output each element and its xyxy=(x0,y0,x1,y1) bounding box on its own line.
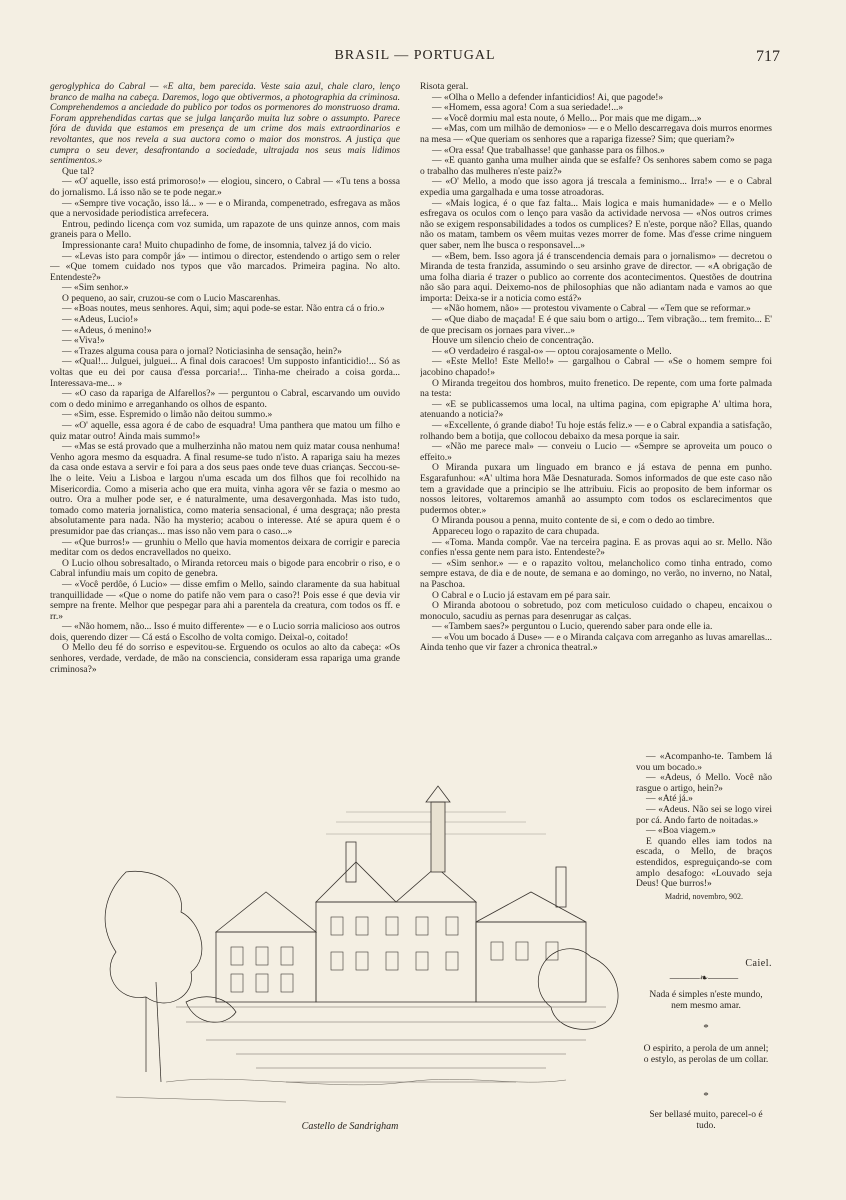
paragraph: O Miranda puxara um linguado em branco e já estava de penna em punho. Esgarafunhou: «A' ultima hora Mãe Desnaturada. Somos informados de que este caso não tem a gravidade que a principio se lhe attribuiu. Ficis ao proposito de bem informar os nossos leitores, voltaremos amanhã ao assumpto com todos os esclarecimentos que pudermos obter.» xyxy=(420,462,772,516)
signature-block xyxy=(636,952,772,988)
paragraph: — «Ora essa! Que trabalhasse! que ganhasse para os filhos.» xyxy=(432,144,665,156)
paragraph: Appareceu logo o rapazito de cara chupada. xyxy=(432,525,600,537)
star-separator: * xyxy=(703,1022,709,1034)
paragraph: — «Sim senhor.» xyxy=(62,282,129,294)
paragraph: O Mello deu fé do sorriso e espevitou-se. Erguendo os oculos ao alto da cabeça: «Os senhores, verdade, verdade, de mão na consciencia, consideram essa rapariga uma grande criminosa?» xyxy=(50,642,400,675)
paragraph: Risota geral. xyxy=(420,82,469,92)
paragraph: — «Homem, essa agora! Com a sua seriedade!...» xyxy=(432,102,624,114)
paragraph: — «Boa viagem.» xyxy=(646,825,716,837)
dateline: Madrid, novembro, 902. xyxy=(665,891,743,901)
paragraph: — «O caso da rapariga de Alfarellos?» — perguntou o Cabral, escarvando um ouvido com o dedo minimo e arreganhando os olhos de espanto. xyxy=(50,388,400,410)
paragraph: — «Olha o Mello a defender infanticidios! Ai, que pagode!» xyxy=(432,91,664,103)
castle-illustration xyxy=(86,782,626,1112)
illustration-caption: Castello de Sandrigham xyxy=(301,1121,399,1132)
paragraph: — «E se publicassemos uma local, na ultima pagina, com epigraphe A' ultima hora, atenuando a noticia?» xyxy=(420,398,772,421)
paragraph: Entrou, pedindo licença com voz sumida, um rapazote de uns quinze annos, com mais graneis para o Mello. xyxy=(50,218,400,241)
paragraph: — «Adeus, ó menino!» xyxy=(62,324,152,336)
ornament-divider: ———❧——— xyxy=(669,973,739,984)
paragraph: Houve um silencio cheio de concentração. xyxy=(432,335,594,347)
paragraph: O pequeno, ao sair, cruzou-se com o Lucio Mascarenhas. xyxy=(62,292,281,304)
paragraph: — «Que diabo de maçada! E é que saiu bom o artigo... Tem vibração... tem fremito... E' de que precisam os jornaes para viver...» xyxy=(420,314,772,336)
trees xyxy=(105,871,618,1082)
paragraph: — «Mas se está provado que a mulherzinha não matou nem quiz matar cousa nenhuma! Venho agora mesmo da esquadra. A final resume-se tudo n'isto. A rapariga saiu ha mezes da casa onde estava a servir e foi para a dos seus paes onde teve duas crianças. Seccou-se-lhe o leite. Veiu a Lisboa e largou n'uma escada um dos filhos que foi recolhido na Misericordia. Como a miseria acho que era muita, vinha agora vêr se fazia o mesmo ao outro. Ora a mulher pode ser, e é naturalmente, uma desavergonhada. Mas isto tudo, tomado como materia jornalistica, como materia sensacional, é uma desgraça; não presta absolutamente para nada. Não ha mysterio; acabou o interesse. Até se apura quem é o presumidor pae das crianças... mas isso não vem para o caso...» xyxy=(50,441,400,537)
paragraph: — «Sim, esse. Espremido o limão não deitou summo.» xyxy=(62,409,273,421)
aphorism: Ser bellaзé muito, parecel-o é tudo. xyxy=(649,1109,763,1131)
paragraph: Que tal? xyxy=(62,165,95,177)
paragraph: — «Qual!... Julguei, julguei... A final dois caracoes! Um supposto infanticidio!... Só as voltas que eu dei por causa d'essa porcaria!... Tinha-me cheirado a coisa gorda... Interessava-me... » xyxy=(50,356,400,389)
paragraph: O Cabral e o Lucio já estavam em pé para sair. xyxy=(432,589,611,601)
text-column-narrow xyxy=(636,752,772,942)
paragraph: — «Boas noutes, meus senhores. Aqui, sim; aqui pode-se estar. Não entra cá o frio.» xyxy=(62,303,385,315)
paragraph: — «Este Mello! Este Mello!» — gargalhou o Cabral — «Se o homem sempre foi jacobino chapado!» xyxy=(420,356,772,379)
paragraph: — «O' aquelle, isso está primoroso!» — elogiou, sincero, o Cabral — «Tu tens a bossa do jornalismo. Lá isso não se te pode negar.» xyxy=(50,176,400,198)
page-number: 717 xyxy=(756,48,780,65)
paragraph: — «O' aquelle, essa agora é de cabo de esquadra! Uma panthera que matou um filho e quiz matar outro! Ainda mais summo!» xyxy=(50,420,400,442)
castle-building xyxy=(216,786,586,1002)
paragraph: E quando elles iam todos na escada, o Mello, de braços estendidos, espreguiçando-se com amplo desafogo: «Louvado seja Deus! Que burros!» xyxy=(636,835,772,890)
paragraph: — «Bem, bem. Isso agora já é transcendencia demais para o jornalismo» — decretou o Miranda de testa franzida, assumindo o seu arsinho grave de director. — «A obrigação de uma folha diaria é trazer o publico ao corrente dos acontecimentos. Questões de doutrina não são para aqui. Deixemo-nos de philosophias que não adiantam nada e vamos ao que importa: Deixa-se ir a noticia como está?» xyxy=(420,250,772,304)
paragraph: — «Que burros!» — grunhiu o Mello que havia momentos deixara de corrigir e parecia meditar com os dedos encravellados no queixo. xyxy=(50,536,400,559)
paragraph: — «Vou um bocado á Duse» — e o Miranda calçava com arreganho as luvas amarellas... Ainda tenho que vir fazer a chronica theatral.» xyxy=(420,631,772,654)
paragraph: — «O verdadeiro é rasgal-o» — optou corajosamente o Mello. xyxy=(432,345,672,357)
paragraph: — «Adeus. Não sei se logo virei por cá. Ando farto de noitadas.» xyxy=(636,803,772,826)
paragraph: — «Viva!» xyxy=(62,335,105,347)
aphorism: O espirito, a perola de um annel; o estylo, as perolas de um collar. xyxy=(643,1043,769,1065)
paragraph: O Miranda abotoou o sobretudo, poz com meticuloso cuidado o chapeu, encaixou o monoculo, sacudiu as pernas para desenrugar as calças. xyxy=(420,600,772,622)
page-header xyxy=(50,44,780,64)
running-title: BRASIL — PORTUGAL xyxy=(334,48,496,63)
paragraph: — «Sempre tive vocação, isso lá... » — e o Miranda, compenetrado, esfregava as mãos que a nervosidade periodistica arrefecera. xyxy=(50,197,400,220)
text-column-left xyxy=(50,82,400,784)
paragraph: Impressionante cara! Muito chupadinho de fome, de insomnia, talvez já do vicio. xyxy=(62,239,372,251)
paragraph: — «Trazes alguma cousa para o jornal? Noticiasinha de sensação, hein?» xyxy=(62,345,342,357)
paragraph: — «Mais logica, é o que faz falta... Mais logica e mais humanidade» — e o Mello esfregava os oculos com o lenço para vasão da actividade nervosa — «Nos outros crimes não se exigem responsabilidades a todos os cumplices? E n'este, porque não? Ellas, quando não os matam, tambem os vêem muitas vezes morrer de fome. Mas d'esse crime ninguem quer saber, nem lhe busca o responsavel...» xyxy=(420,197,772,251)
paragraph: — «Você perdôe, ó Lucio» — disse emfim o Mello, saindo claramente da sua habitual tranquillidade — «Que o nome do patife não vem para o caso?! Pois esse é que devia vir sempre na frente. Melhor que pespegar para ahi a parentela da creatura, com todos os ff. e rr.» xyxy=(50,578,400,622)
paragraph: — «Não homem, não... Isso é muito differente» — e o Lucio sorria malicioso aos outros dois, querendo dizer — Cá está o Escolho de volta comigo. Deixal-o, coitado! xyxy=(50,621,400,643)
paragraph: geroglyphica do Cabral — «É alta, bem parecida. Veste saia azul, chale claro, lenço branco de malha na cabeça. Daremos, logo que obtivermos, a photographia da criminosa. Comprehendemos a anciedade do publico por todos os pormenores do monstruoso drama. Foram apprehendidas cartas que se julga lançarão muita luz sobre o assumpto. Parece fóra de duvida que estamos em presença de um crime dos mais extraordinarios e revoltantes, que nos revela a sua auctora como o maior dos monstros. A justiça que cumpra o seu dever, desafrontando a sociedade, ultrajada nos seus mais lidimos sentimentos.» xyxy=(50,82,400,167)
paragraph: — «Excellente, ó grande diabo! Tu hoje estás feliz.» — e o Cabral expandia a satisfação, rolhando bem a botija, que collocou debaixo da mesa porque ia sair. xyxy=(420,420,772,442)
paragraph: O Miranda tregeitou dos hombros, muito frenetico. De repente, com uma forte palmada na testa: xyxy=(420,377,772,400)
paragraph: O Miranda pousou a penna, muito contente de si, e com o dedo ao timbre. xyxy=(432,515,715,527)
paragraph: — «Adeus, Lucio!» xyxy=(62,314,139,326)
paragraph: — «Acompanho-te. Tambem lá vou um bocado.» xyxy=(636,752,772,773)
paragraph: — «Você dormiu mal esta noute, ó Mello... Por mais que me digam...» xyxy=(432,112,702,124)
paragraph: — «Levas isto para compôr já» — intimou o director, estendendo o artigo sem o reler — «Que tomem cuidado nos typos que vão marcados. Primeira pagina. No alto. Entendeste?» xyxy=(50,250,400,283)
paragraph: — «Sim senhor.» — e o rapazito voltou, melancholico como tinha entrado, como sempre estava, de dia e de noute, de semana e ao domingo, no verão, no inverno, no Natal, na Paschoa. xyxy=(420,557,772,590)
paragraph: — «Até já.» xyxy=(646,793,693,805)
paragraph: O Lucio olhou sobresaltado, o Miranda retorceu mais o bigode para encobrir o riso, e o Cabral infundiu mais um copito de genebra. xyxy=(50,557,400,580)
text-column-right xyxy=(420,82,772,742)
paragraph: — «Toma. Manda compôr. Vae na terceira pagina. E as provas aqui ao sr. Mello. Não confies n'essa gente nem para isto. Entendeste?» xyxy=(420,536,772,559)
paragraph: — «E quanto ganha uma mulher ainda que se esfalfe? Os senhores sabem como se paga o trabalho das mulheres n'este paiz?» xyxy=(420,155,772,177)
lawn-and-pond xyxy=(116,1007,606,1102)
paragraph: — «Mas, com um milhão de demonios» — e o Mello descarregava dois murros enormes na mesa — «Que queriam os senhores que a rapariga fizesse? Sim; que queriam?» xyxy=(420,123,772,145)
paragraph: — «Não homem, não» — protestou vivamente o Cabral — «Tem que se reformar.» xyxy=(432,303,751,315)
paragraph: — «O' Mello, a modo que isso agora já trescala a feminismo... Irra!» — e o Cabral expedia uma gargalhada e uma tosse atroadoras. xyxy=(420,176,772,198)
star-separator: * xyxy=(703,1090,709,1102)
paragraph: — «Adeus, ó Mello. Você não rasgue o artigo, hein?» xyxy=(636,772,772,794)
paragraph: — «Não me parece mal» — conveiu o Lucio — «Sempre se aproveita um pouco o effeito.» xyxy=(420,441,772,463)
aphorism: Nada é simples n'este mundo, nem mesmo amar. xyxy=(649,989,763,1011)
author-signature: Caiel. xyxy=(745,958,772,969)
paragraph: — «Tambem saes?» perguntou o Lucio, querendo saber para onde elle ia. xyxy=(432,621,713,633)
